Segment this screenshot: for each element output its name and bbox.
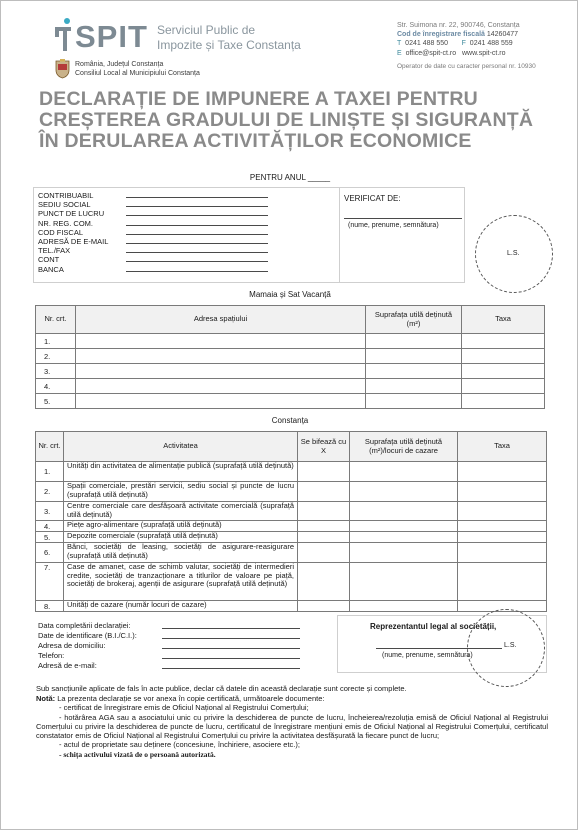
tax-cell[interactable] <box>462 394 545 409</box>
checkbox-cell[interactable] <box>298 532 350 543</box>
checkbox-cell[interactable] <box>298 543 350 563</box>
operator-number: Operator de date cu caracter personal nr. 10930 <box>397 63 536 70</box>
tax-cell[interactable] <box>462 364 545 379</box>
field-label: Date de identificare (B.I./C.I.): <box>38 631 137 640</box>
spit-logo-icon <box>53 17 73 53</box>
address-cell[interactable] <box>76 379 366 394</box>
activity-cell: Bănci, societăți de leasing, societăți de asigurare-reasigurare (suprafață utilă deținută) <box>64 543 298 563</box>
declarant-field[interactable] <box>38 641 300 651</box>
field-line[interactable] <box>126 237 268 244</box>
field-line[interactable] <box>162 661 300 669</box>
row-number: 7. <box>36 563 64 601</box>
area-cell[interactable] <box>350 482 458 502</box>
field-label: Data completării declarației: <box>38 621 131 630</box>
section-title-mamaia: Mamaia și Sat Vacanță <box>249 290 331 299</box>
table-row[interactable] <box>36 521 547 532</box>
field-line[interactable] <box>126 255 268 262</box>
field-label: BANCA <box>38 264 64 274</box>
area-cell[interactable] <box>350 502 458 521</box>
table-row[interactable] <box>36 532 547 543</box>
row-number: 3. <box>36 364 76 379</box>
activity-cell: Unități de cazare (număr locuri de cazare) <box>64 601 298 612</box>
tax-cell[interactable] <box>458 532 547 543</box>
declaration-statement: Sub sancțiunile aplicate de fals în acte publice, declar că datele din această declarație sunt corecte și complete. <box>36 684 407 693</box>
contributor-field[interactable] <box>38 237 268 246</box>
field-line[interactable] <box>126 246 268 253</box>
phone-row <box>397 39 572 48</box>
declarant-field[interactable] <box>38 621 300 631</box>
field-line[interactable] <box>126 265 268 272</box>
row-number: 3. <box>36 502 64 521</box>
field-label: Telefon: <box>38 651 65 660</box>
org-name-line1: Serviciul Public de <box>157 23 256 37</box>
row-number: 5. <box>36 532 64 543</box>
year-label: PENTRU ANUL _____ <box>249 173 331 182</box>
tax-cell[interactable] <box>458 563 547 601</box>
crest-text <box>75 60 200 78</box>
table-row[interactable] <box>36 502 547 521</box>
activity-cell: Unități din activitatea de alimentație publică (suprafață utilă deținută) <box>64 462 298 482</box>
tax-cell[interactable] <box>458 543 547 563</box>
declarant-field[interactable] <box>38 661 300 671</box>
field-line[interactable] <box>126 200 268 207</box>
col-tax: Taxa <box>462 306 545 334</box>
title-line1: DECLARAȚIE DE IMPUNERE A TAXEI PENTRU <box>39 88 478 110</box>
note-label: Notă: <box>36 694 56 703</box>
tel-value: 0241 488 550 <box>405 40 448 48</box>
row-number: 1. <box>36 334 76 349</box>
table-row[interactable] <box>36 563 547 601</box>
area-cell[interactable] <box>350 521 458 532</box>
contributor-field[interactable] <box>38 265 268 274</box>
address-cell[interactable] <box>76 364 366 379</box>
address-cell[interactable] <box>76 394 366 409</box>
tax-cell[interactable] <box>458 482 547 502</box>
email-label: E <box>397 49 402 57</box>
fiscal-label: Cod de înregistrare fiscală <box>397 31 485 39</box>
field-label: Adresa de domiciliu: <box>38 641 106 650</box>
table-row[interactable] <box>36 601 547 612</box>
row-number: 2. <box>36 482 64 502</box>
table-row[interactable] <box>36 394 545 409</box>
address-cell[interactable] <box>76 334 366 349</box>
col-check: Se bifează cu X <box>298 432 350 462</box>
row-number: 1. <box>36 462 64 482</box>
stamp-circle <box>475 215 553 293</box>
contributor-fields <box>38 191 268 274</box>
table-row[interactable] <box>36 349 545 364</box>
contributor-box <box>33 187 465 283</box>
representative-stamp-label: L.S. <box>504 642 517 649</box>
tax-cell[interactable] <box>462 379 545 394</box>
constanta-table <box>35 431 547 612</box>
org-name <box>157 23 301 53</box>
checkbox-cell[interactable] <box>298 521 350 532</box>
field-label: CONT <box>38 255 60 265</box>
field-label: SEDIU SOCIAL <box>38 200 91 210</box>
area-cell[interactable] <box>366 394 462 409</box>
note-item: - schița activului vizată de o persoană autorizată. <box>59 749 216 759</box>
activity-cell: Centre comerciale care desfășoară activitate comercială (suprafață utilă deținută) <box>64 502 298 521</box>
row-number: 8. <box>36 601 64 612</box>
tax-cell[interactable] <box>458 502 547 521</box>
notes <box>36 694 548 759</box>
activity-cell: Piețe agro-alimentare (suprafață utilă deținută) <box>64 521 298 532</box>
checkbox-cell[interactable] <box>298 601 350 612</box>
area-cell[interactable] <box>366 379 462 394</box>
contact-info <box>397 21 572 58</box>
title-line3: ÎN DERULAREA ACTIVITĂȚILOR ECONOMICE <box>39 130 472 152</box>
note-item: - certificat de înregistrare emis de Oficiul Național al Registrului Comerțului; <box>59 703 309 713</box>
fiscal-code: 14260477 <box>486 31 519 39</box>
email-value[interactable]: office@spit-ct.ro <box>405 49 457 57</box>
declarant-field[interactable] <box>38 631 300 641</box>
field-label: PUNCT DE LUCRU <box>38 209 105 219</box>
row-number: 4. <box>36 521 64 532</box>
checkbox-cell[interactable] <box>298 482 350 502</box>
title-line2: CREȘTEREA GRADULUI DE LINIȘTE ȘI SIGURANȚĂ <box>39 109 534 131</box>
tel-label: T <box>397 40 402 48</box>
address-cell[interactable] <box>76 349 366 364</box>
col-nr: Nr. crt. <box>36 306 76 334</box>
field-label: NR. REG. COM. <box>38 218 94 228</box>
verified-hint: (nume, prenume, semnătura) <box>348 222 439 229</box>
declarant-field[interactable] <box>38 651 300 661</box>
col-area: Suprafața utilă deținută (m²)/locuri de cazare <box>350 432 458 462</box>
table-row[interactable] <box>36 543 547 563</box>
table-row[interactable] <box>36 462 547 482</box>
area-cell[interactable] <box>350 543 458 563</box>
email-row <box>397 49 572 58</box>
area-cell[interactable] <box>366 364 462 379</box>
spit-logo <box>53 15 353 59</box>
stamp-label: L.S. <box>507 250 520 257</box>
area-cell[interactable] <box>350 563 458 601</box>
note-intro <box>36 694 548 703</box>
table-row[interactable] <box>36 334 545 349</box>
section-title-constanta: Constanța <box>271 416 309 425</box>
crest-line2: Consiliul Local al Municipiului Constanța <box>75 70 200 77</box>
field-label: Adresă de e-mail: <box>38 661 97 670</box>
field-line[interactable] <box>126 209 268 216</box>
fiscal-code-row <box>397 30 572 39</box>
table-header-row <box>36 432 547 462</box>
declarant-fields <box>38 621 300 671</box>
col-tax: Taxa <box>458 432 547 462</box>
col-address: Adresa spațiului <box>76 306 366 334</box>
org-name-line2: Impozite și Taxe Constanța <box>157 38 301 52</box>
tax-cell[interactable] <box>458 521 547 532</box>
field-label: CONTRIBUABIL <box>38 191 94 200</box>
activity-cell: Depozite comerciale (suprafață utilă deținută) <box>64 532 298 543</box>
coat-of-arms-icon <box>55 59 70 79</box>
logo-text: SPIT <box>75 19 148 54</box>
field-line[interactable] <box>126 228 268 235</box>
document-title <box>39 89 549 152</box>
contributor-field[interactable] <box>38 228 268 237</box>
mamaia-table <box>35 305 545 409</box>
note-item: - actul de proprietate sau deținere (concesiune, închiriere, asociere etc.); <box>59 740 300 750</box>
col-nr: Nr. crt. <box>36 432 64 462</box>
representative-title: Reprezentantul legal al societății, <box>370 622 497 631</box>
verified-title: VERIFICAT DE: <box>344 194 401 203</box>
verified-by-box <box>339 188 465 282</box>
field-label: TEL./FAX <box>38 246 71 256</box>
activity-cell: Case de amanet, case de schimb valutar, societăți de intermedieri credite, societăți de tranzacționare a titlurilor de valoare pe piață, societăți de brokeraj, agenții de asigurare (suprafață utilă deținută) <box>64 563 298 601</box>
area-cell[interactable] <box>366 334 462 349</box>
area-cell[interactable] <box>350 532 458 543</box>
area-cell[interactable] <box>350 462 458 482</box>
table-row[interactable] <box>36 379 545 394</box>
col-activity: Activitatea <box>64 432 298 462</box>
contributor-field[interactable] <box>38 246 268 255</box>
fax-value: 0241 488 559 <box>469 40 513 48</box>
row-number: 6. <box>36 543 64 563</box>
fax-label: F <box>461 40 466 48</box>
verified-signature-line[interactable] <box>344 218 462 219</box>
row-number: 5. <box>36 394 76 409</box>
checkbox-cell[interactable] <box>298 563 350 601</box>
contributor-field[interactable] <box>38 191 268 200</box>
col-area: Suprafața utilă deținută (m²) <box>366 306 462 334</box>
contributor-field[interactable] <box>38 209 268 218</box>
note-intro-text: La prezenta declarație se vor anexa în copie certificată, următoarele documente: <box>55 694 325 703</box>
field-line[interactable] <box>126 219 268 226</box>
row-number: 4. <box>36 379 76 394</box>
website-link[interactable]: www.spit-ct.ro <box>461 49 506 57</box>
tax-cell[interactable] <box>458 462 547 482</box>
contributor-field[interactable] <box>38 219 268 228</box>
table-row[interactable] <box>36 482 547 502</box>
stamp-circle <box>467 609 545 687</box>
tax-cell[interactable] <box>462 334 545 349</box>
crest-line1: România, Județul Constanța <box>75 61 164 68</box>
field-line[interactable] <box>162 631 300 639</box>
table-header-row <box>36 306 545 334</box>
checkbox-cell[interactable] <box>298 462 350 482</box>
area-cell[interactable] <box>366 349 462 364</box>
checkbox-cell[interactable] <box>298 502 350 521</box>
contributor-field[interactable] <box>38 200 268 209</box>
field-line[interactable] <box>162 651 300 659</box>
activity-cell: Spații comerciale, prestări servicii, sediu social și puncte de lucru (suprafață utilă deținută) <box>64 482 298 502</box>
field-label: ADRESĂ DE E-MAIL <box>38 237 109 247</box>
note-item: - hotărârea AGA sau a asociatului unic cu privire la deschiderea de puncte de lucru, încheierea/rezoluția emisă de Oficiul Național al Registrului Comerțului cu privire la deschiderea de puncte de lucru, certificatul de înregistrare mențiuni emis de Oficiul Național al Registrului Comerțului, certificatul constatator emis de Oficiul Național al Registrului Comerțului cu privire la activitatea desfășurată la fiecare punct de lucru; <box>36 712 548 741</box>
area-cell[interactable] <box>350 601 458 612</box>
representative-hint: (nume, prenume, semnătura) <box>382 652 473 659</box>
field-line[interactable] <box>126 191 268 198</box>
row-number: 2. <box>36 349 76 364</box>
address: Str. Suimona nr. 22, 900746, Constanța <box>397 22 520 29</box>
field-label: COD FISCAL <box>38 227 84 237</box>
table-row[interactable] <box>36 364 545 379</box>
contributor-field[interactable] <box>38 255 268 264</box>
field-line[interactable] <box>162 641 300 649</box>
tax-cell[interactable] <box>462 349 545 364</box>
field-line[interactable] <box>162 621 300 629</box>
